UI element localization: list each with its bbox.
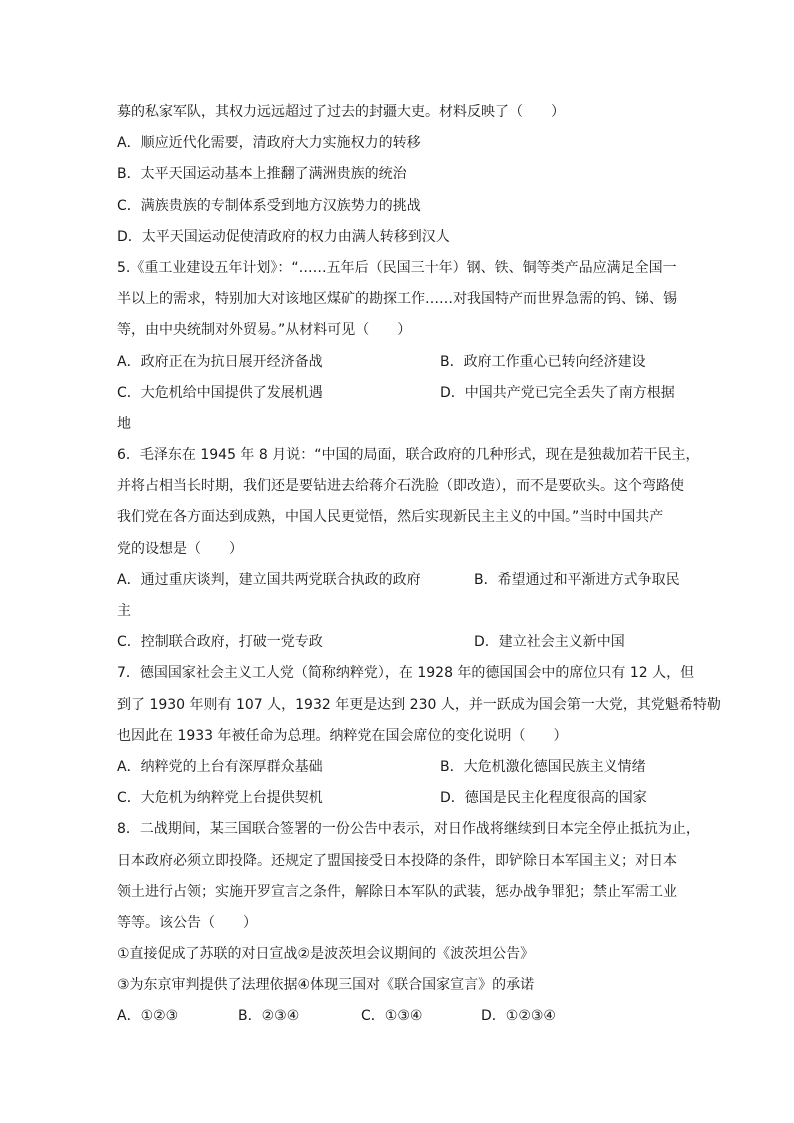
q7-stem-line-3: 也因此在 1933 年被任命为总理。纳粹党在国会席位的变化说明（ ） xyxy=(117,727,568,744)
q8-options-row xyxy=(117,1001,683,1032)
q8-stem-line-3: 领土进行占领；实施开罗宣言之条件，解除日本军队的武装，惩办战争罪犯；禁止军需工业 xyxy=(117,883,677,900)
q5-stem-line-1: 5.《重工业建设五年计划》：“……五年后（民国三十年）钢、铁、铜等类产品应满足全国一 xyxy=(117,259,677,276)
q6-stem-line-2: 并将占相当长时期，我们还是要钻进去给蒋介石洗脸（即改造），而不是要砍头。这个弯路使 xyxy=(117,478,684,495)
q4-option-c: C．满族贵族的专制体系受到地方汉族势力的挑战 xyxy=(117,197,421,214)
q5-option-c: C．大危机给中国提供了发展机遇 xyxy=(117,384,323,401)
q7-options-row-1 xyxy=(117,752,683,783)
q5-option-d: D．中国共产党已完全丢失了南方根据 xyxy=(440,384,675,401)
q8-option-a: A．①②③ xyxy=(117,1008,179,1025)
q7-options-row-2 xyxy=(117,783,683,814)
q4-stem-tail: 募的私家军队，其权力远远超过了过去的封疆大吏。材料反映了（ ） xyxy=(117,104,565,120)
q6-option-b-wrap: 主 xyxy=(117,603,131,619)
q5-options-row-1 xyxy=(117,347,683,378)
q4-option-a: A．顺应近代化需要，清政府大力实施权力的转移 xyxy=(117,135,421,152)
q6-option-b: B．希望通过和平渐进方式争取民 xyxy=(474,571,680,588)
q8-items-line-1: ①直接促成了苏联的对日宣战②是波茨坦会议期间的《波茨坦公告》 xyxy=(117,946,535,963)
q8-stem-line-4: 等等。该公告（ ） xyxy=(117,914,257,931)
q6-stem-line-1: 6．毛泽东在 1945 年 8 月说：“中国的局面，联合政府的几种形式，现在是独裁加若干民主， xyxy=(117,447,700,464)
q7-stem-line-1: 7．德国国家社会主义工人党（简称纳粹党），在 1928 年的德国国会中的席位只有 12 人，但 xyxy=(117,665,695,682)
q7-option-d: D．德国是民主化程度很高的国家 xyxy=(440,790,647,807)
q8-items-line-2: ③为东京审判提供了法理依据④体现三国对《联合国家宣言》的承诺 xyxy=(117,977,535,994)
q6-stem-line-3: 我们党在各方面达到成熟，中国人民更觉悟，然后实现新民主主义的中国。”当时中国共产 xyxy=(117,509,664,526)
q5-options-row-2 xyxy=(117,378,683,409)
q4-option-b: B．太平天国运动基本上推翻了满洲贵族的统治 xyxy=(117,166,407,183)
q5-stem-line-2: 半以上的需求，特别加大对该地区煤矿的勘探工作……对我国特产而世界急需的钨、锑、锡 xyxy=(117,291,677,308)
q6-stem-line-4: 党的设想是（ ） xyxy=(117,540,243,557)
q6-option-a: A．通过重庆谈判，建立国共两党联合执政的政府 xyxy=(117,571,421,588)
q6-options-row-2 xyxy=(117,627,683,658)
q7-stem-line-2: 到了 1930 年则有 107 人，1932 年更是达到 230 人，并一跃成为国会第一大党，其党魁希特勒 xyxy=(117,696,721,713)
q8-stem-line-2: 日本政府必须立即投降。还规定了盟国接受日本投降的条件，即铲除日本军国主义；对日本 xyxy=(117,852,677,869)
q8-stem-line-1: 8．二战期间，某三国联合签署的一份公告中表示，对日作战将继续到日本完全停止抵抗为止， xyxy=(117,821,700,838)
q5-stem-line-3: 等，由中央统制对外贸易。”从材料可见（ ） xyxy=(117,322,412,339)
q5-option-b: B．政府工作重心已转向经济建设 xyxy=(440,353,646,370)
q4-option-d: D．太平天国运动促使清政府的权力由满人转移到汉人 xyxy=(117,228,450,245)
q6-options-row-1 xyxy=(117,565,683,596)
q8-option-c: C．①③④ xyxy=(361,1008,423,1025)
q7-option-c: C．大危机为纳粹党上台提供契机 xyxy=(117,790,323,807)
q5-option-a: A．政府正在为抗日展开经济备战 xyxy=(117,353,323,370)
q7-option-b: B．大危机激化德国民族主义情绪 xyxy=(440,758,646,775)
q7-option-a: A．纳粹党的上台有深厚群众基础 xyxy=(117,758,323,775)
q8-option-b: B．②③④ xyxy=(238,1008,300,1025)
q6-option-d: D．建立社会主义新中国 xyxy=(474,634,625,651)
exam-page xyxy=(117,97,721,1033)
q5-option-d-wrap: 地 xyxy=(117,415,131,432)
q6-option-c: C．控制联合政府，打破一党专政 xyxy=(117,634,323,651)
q8-option-d: D．①②③④ xyxy=(481,1008,556,1025)
